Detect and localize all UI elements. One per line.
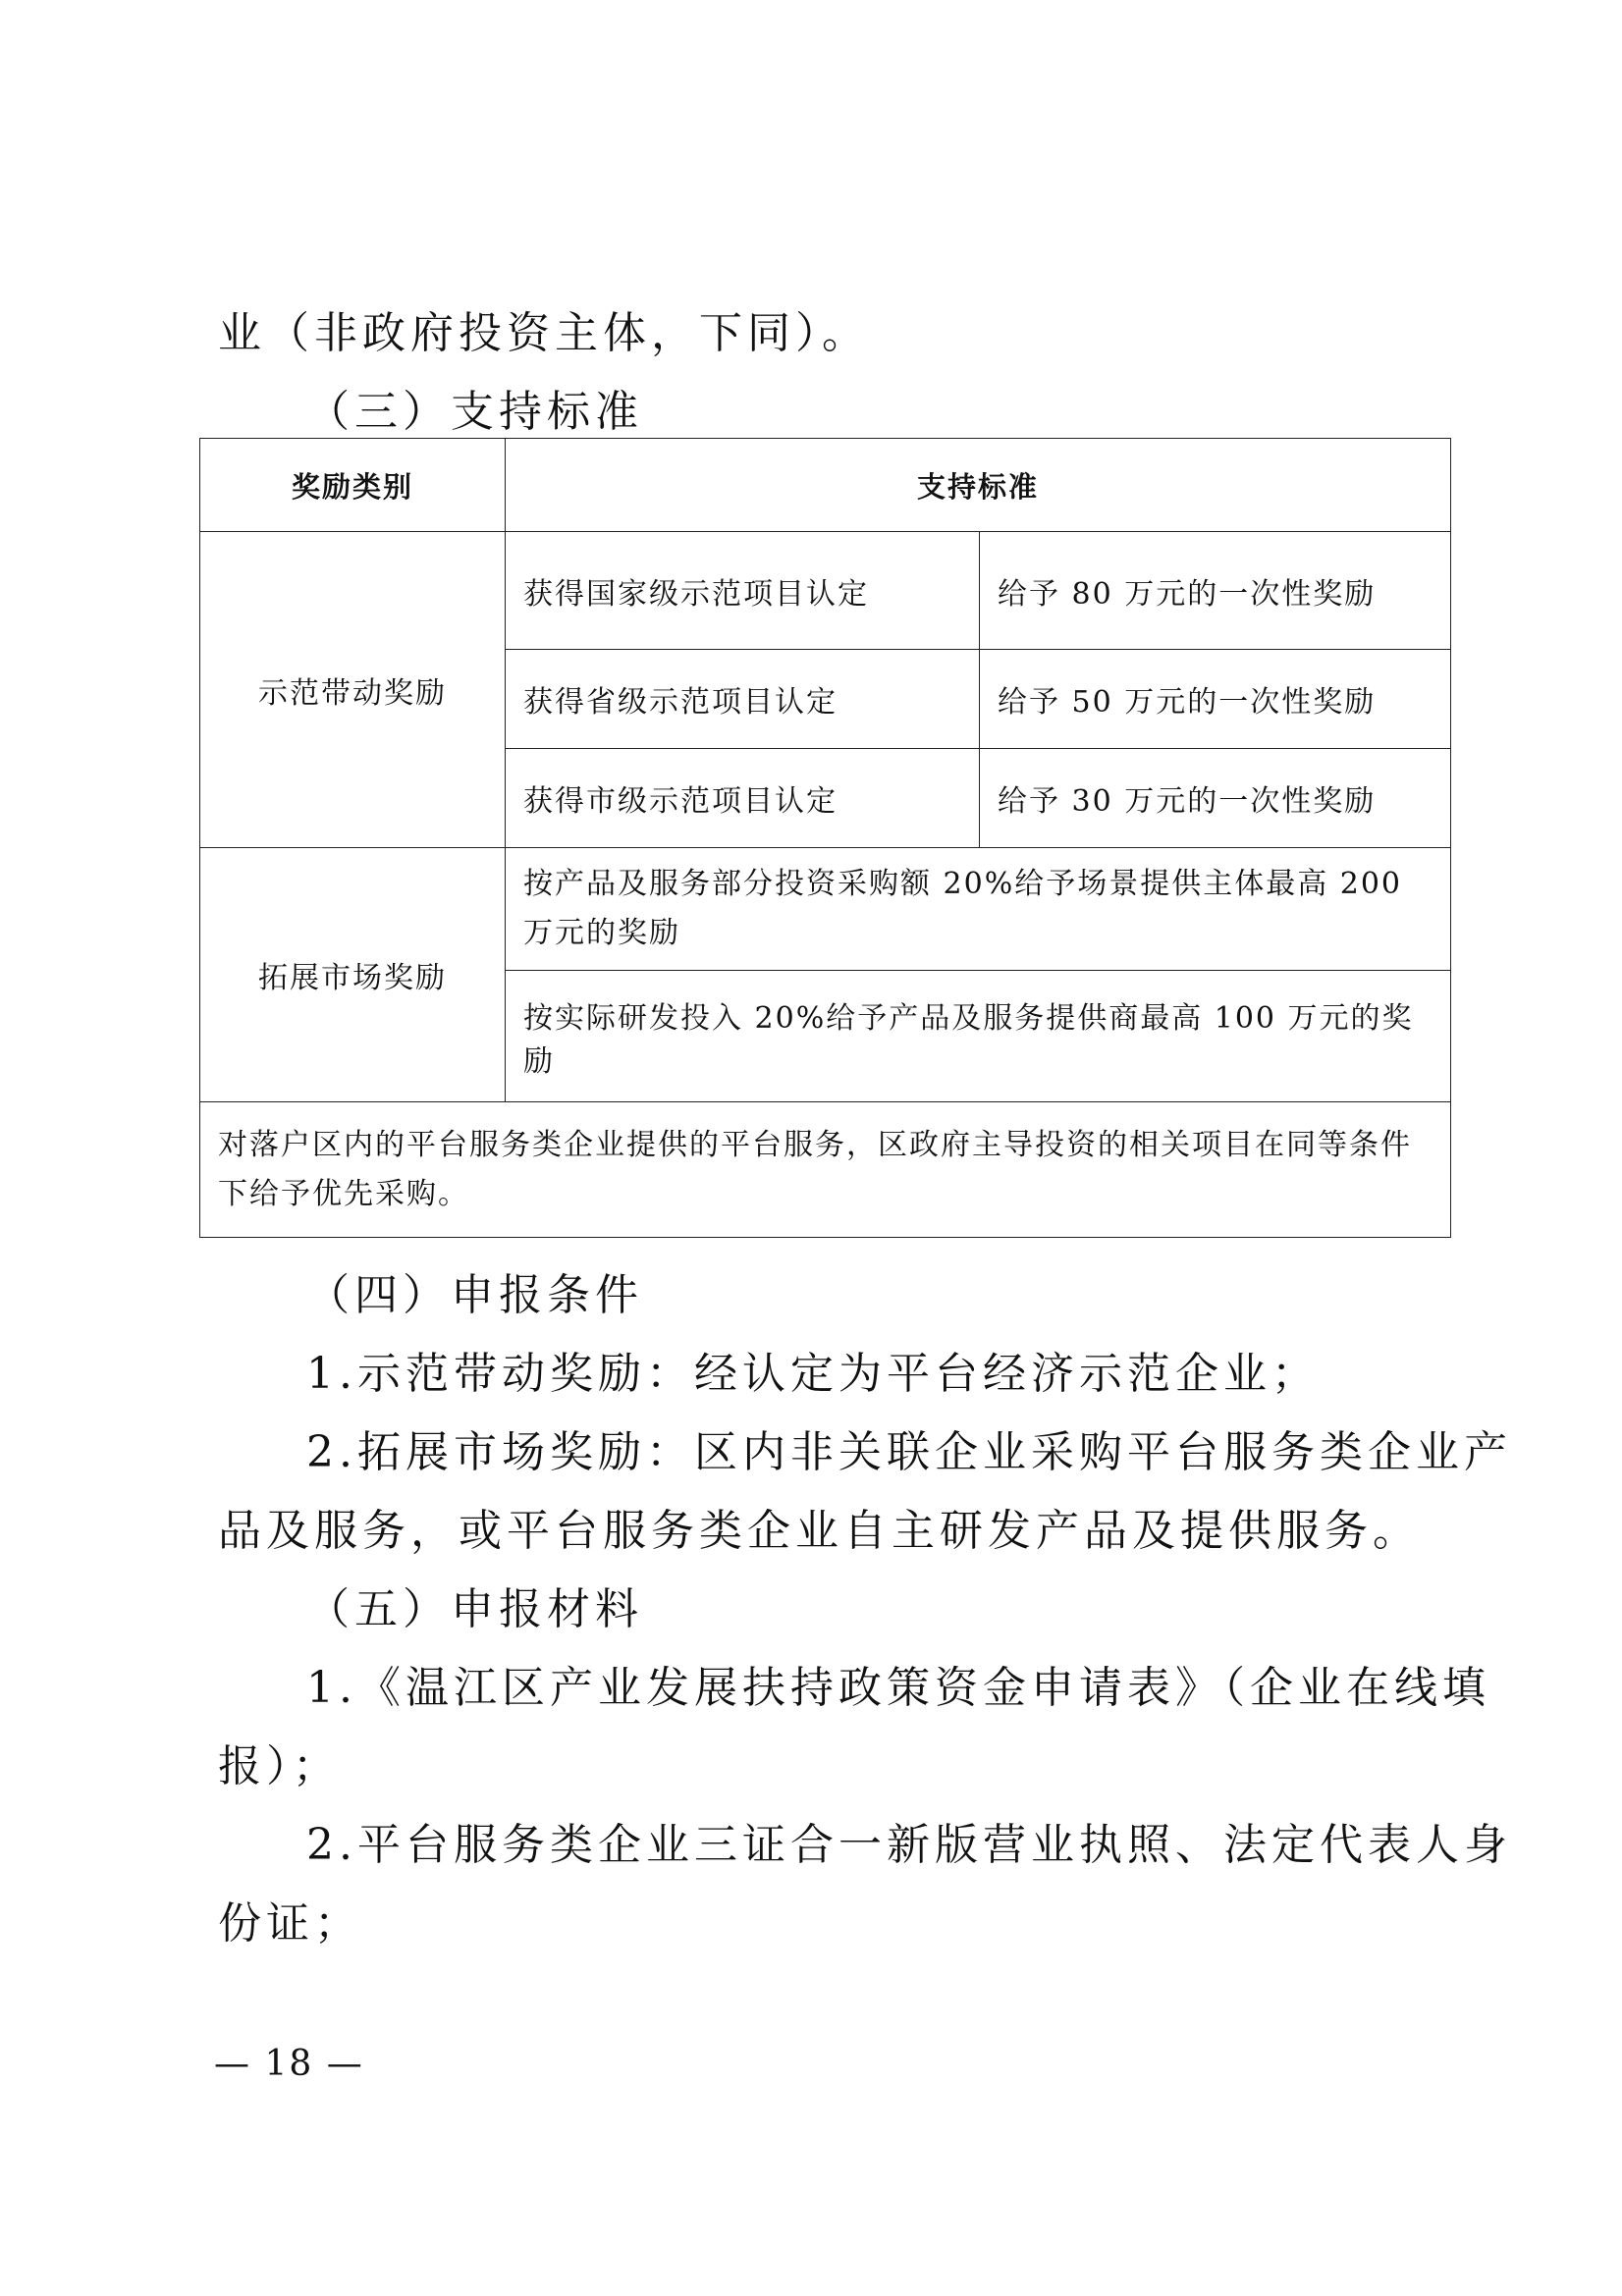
header-standard: 支持标准: [506, 439, 1451, 532]
condition-municipal: 获得市级示范项目认定: [506, 749, 980, 848]
condition-1: 1.示范带动奖励：经认定为平台经济示范企业；: [306, 1349, 1320, 1399]
section-heading-4: （四）申报条件: [306, 1270, 643, 1320]
paragraph-continuation: 业（非政府投资主体，下同）。: [218, 308, 870, 358]
reward-municipal: 给予 30 万元的一次性奖励: [980, 749, 1451, 848]
section-heading-3: （三）支持标准: [306, 387, 643, 437]
condition-2-line-2: 品及服务，或平台服务类企业自主研发产品及提供服务。: [218, 1506, 1421, 1556]
section-heading-5: （五）申报材料: [306, 1584, 643, 1634]
market-rule-purchase: 按产品及服务部分投资采购额 20%给予场景提供主体最高 200 万元的奖励: [506, 848, 1451, 971]
header-category: 奖励类别: [200, 439, 506, 532]
table-row: [200, 532, 1451, 650]
reward-provincial: 给予 50 万元的一次性奖励: [980, 650, 1451, 749]
table-footer-row: [200, 1102, 1451, 1238]
condition-national: 获得国家级示范项目认定: [506, 532, 980, 650]
category-demo-reward: 示范带动奖励: [200, 532, 506, 848]
market-rule-rnd: 按实际研发投入 20%给予产品及服务提供商最高 100 万元的奖励: [506, 971, 1451, 1102]
material-2-line-2: 份证；: [218, 1898, 362, 1949]
table-header-row: [200, 439, 1451, 532]
material-2-line-1: 2.平台服务类企业三证合一新版营业执照、法定代表人身: [306, 1820, 1512, 1870]
table-row: [200, 848, 1451, 971]
page-number: — 18 —: [214, 2044, 364, 2084]
table-footer-note: 对落户区内的平台服务类企业提供的平台服务，区政府主导投资的相关项目在同等条件下给予优先采购。: [200, 1102, 1451, 1238]
reward-national: 给予 80 万元的一次性奖励: [980, 532, 1451, 650]
material-1-line-1: 1.《温江区产业发展扶持政策资金申请表》（企业在线填: [306, 1663, 1490, 1713]
support-standard-table: [199, 438, 1451, 1238]
condition-provincial: 获得省级示范项目认定: [506, 650, 980, 749]
category-market-reward: 拓展市场奖励: [200, 848, 506, 1102]
condition-2-line-1: 2.拓展市场奖励：区内非关联企业采购平台服务类企业产: [306, 1427, 1512, 1477]
material-1-line-2: 报）；: [218, 1741, 341, 1791]
